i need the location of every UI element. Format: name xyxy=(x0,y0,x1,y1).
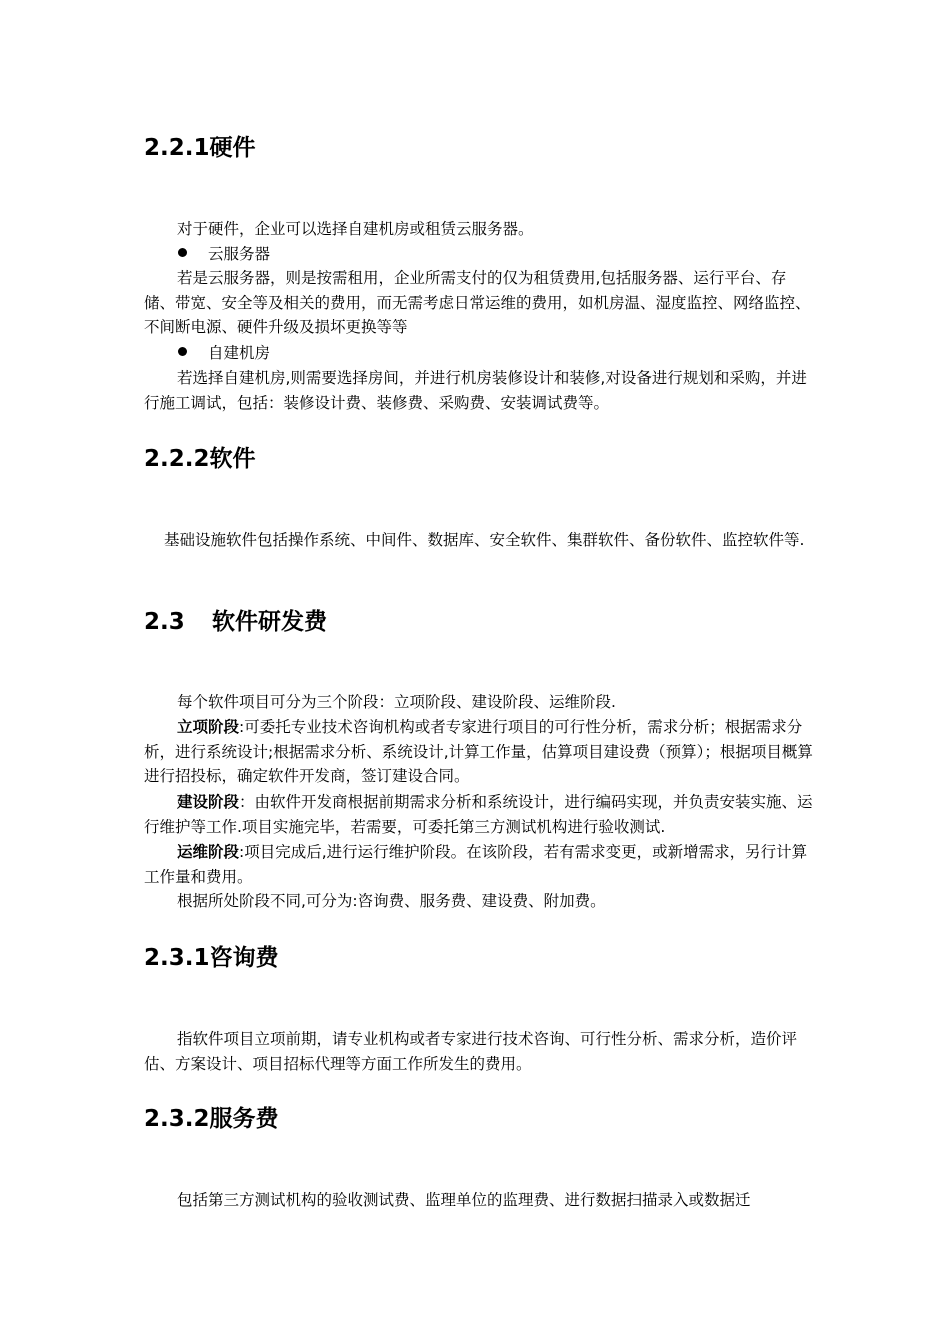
heading-2-3-2 xyxy=(144,1104,279,1134)
paragraph-software: 基础设施软件包括操作系统、中间件、数据库、安全软件、集群软件、备份软件、监控软件等. xyxy=(164,531,805,549)
heading-2-2-2 xyxy=(144,444,256,474)
paragraph-stages-summary: 根据所处阶段不同,可分为:咨询费、服务费、建设费、附加费。 xyxy=(177,892,606,910)
heading-number: 2.2.1 xyxy=(144,135,210,161)
stage-label: 建设阶段 xyxy=(177,793,240,811)
heading-text: 咨询费 xyxy=(209,945,279,971)
bullet-cloud-server xyxy=(178,242,270,267)
paragraph-stage-initiation xyxy=(144,715,816,789)
heading-text: 软件研发费 xyxy=(212,609,327,635)
heading-2-2-1 xyxy=(144,133,256,163)
bullet-label: 云服务器 xyxy=(208,245,271,263)
heading-text: 硬件 xyxy=(209,135,256,161)
paragraph-self-built: 若选择自建机房,则需要选择房间，并进行机房装修设计和装修,对设备进行规划和采购，并进行施工调试，包括：装修设计费、装修费、采购费、安装调试费等。 xyxy=(144,369,807,412)
paragraph-service-fee: 包括第三方测试机构的验收测试费、监理单位的监理费、进行数据扫描录入或数据迁 xyxy=(177,1191,751,1209)
stage-label: 运维阶段 xyxy=(177,843,240,861)
bullet-dot-icon xyxy=(178,347,187,356)
bullet-self-built xyxy=(178,341,270,366)
heading-2-3-1 xyxy=(144,943,279,973)
heading-number: 2.3.1 xyxy=(144,945,210,971)
heading-number: 2.3.2 xyxy=(144,1106,210,1132)
stage-text: :项目完成后,进行运行维护阶段。在该阶段，若有需求变更，或新增需求，另行计算工作量和费用。 xyxy=(144,843,808,886)
bullet-dot-icon xyxy=(178,248,187,257)
heading-text: 服务费 xyxy=(209,1106,279,1132)
paragraph-stage-operation xyxy=(144,840,816,889)
paragraph-stage-construction xyxy=(144,790,816,839)
heading-number: 2.2.2 xyxy=(144,446,210,472)
stage-text: ：由软件开发商根据前期需求分析和系统设计，进行编码实现，并负责安装实施、运行维护等工作.项目实施完毕，若需要，可委托第三方测试机构进行验收测试. xyxy=(144,793,813,836)
paragraph-cloud-server: 若是云服务器，则是按需租用，企业所需支付的仅为租赁费用,包括服务器、运行平台、存储、带宽、安全等及相关的费用，而无需考虑日常运维的费用，如机房温、湿度监控、网络监控、不间断电源、硬件升级及损坏更换等等 xyxy=(144,269,811,336)
bullet-label: 自建机房 xyxy=(208,344,271,362)
stage-text: :可委托专业技术咨询机构或者专家进行项目的可行性分析，需求分析；根据需求分析，进行系统设计;根据需求分析、系统设计,计算工作量，估算项目建设费（预算）；根据项目概算进行招投标，确定软件开发商，签订建设合同。 xyxy=(144,718,813,785)
heading-2-3 xyxy=(144,607,327,637)
paragraph-hardware-intro: 对于硬件，企业可以选择自建机房或租赁云服务器。 xyxy=(177,220,534,238)
heading-text: 软件 xyxy=(209,446,256,472)
stage-label: 立项阶段 xyxy=(177,718,240,736)
paragraph-stages-intro: 每个软件项目可分为三个阶段：立项阶段、建设阶段、运维阶段. xyxy=(177,693,616,711)
heading-number: 2.3 xyxy=(144,609,185,635)
paragraph-consulting-fee: 指软件项目立项前期，请专业机构或者专家进行技术咨询、可行性分析、需求分析，造价评估、方案设计、项目招标代理等方面工作所发生的费用。 xyxy=(144,1030,798,1073)
